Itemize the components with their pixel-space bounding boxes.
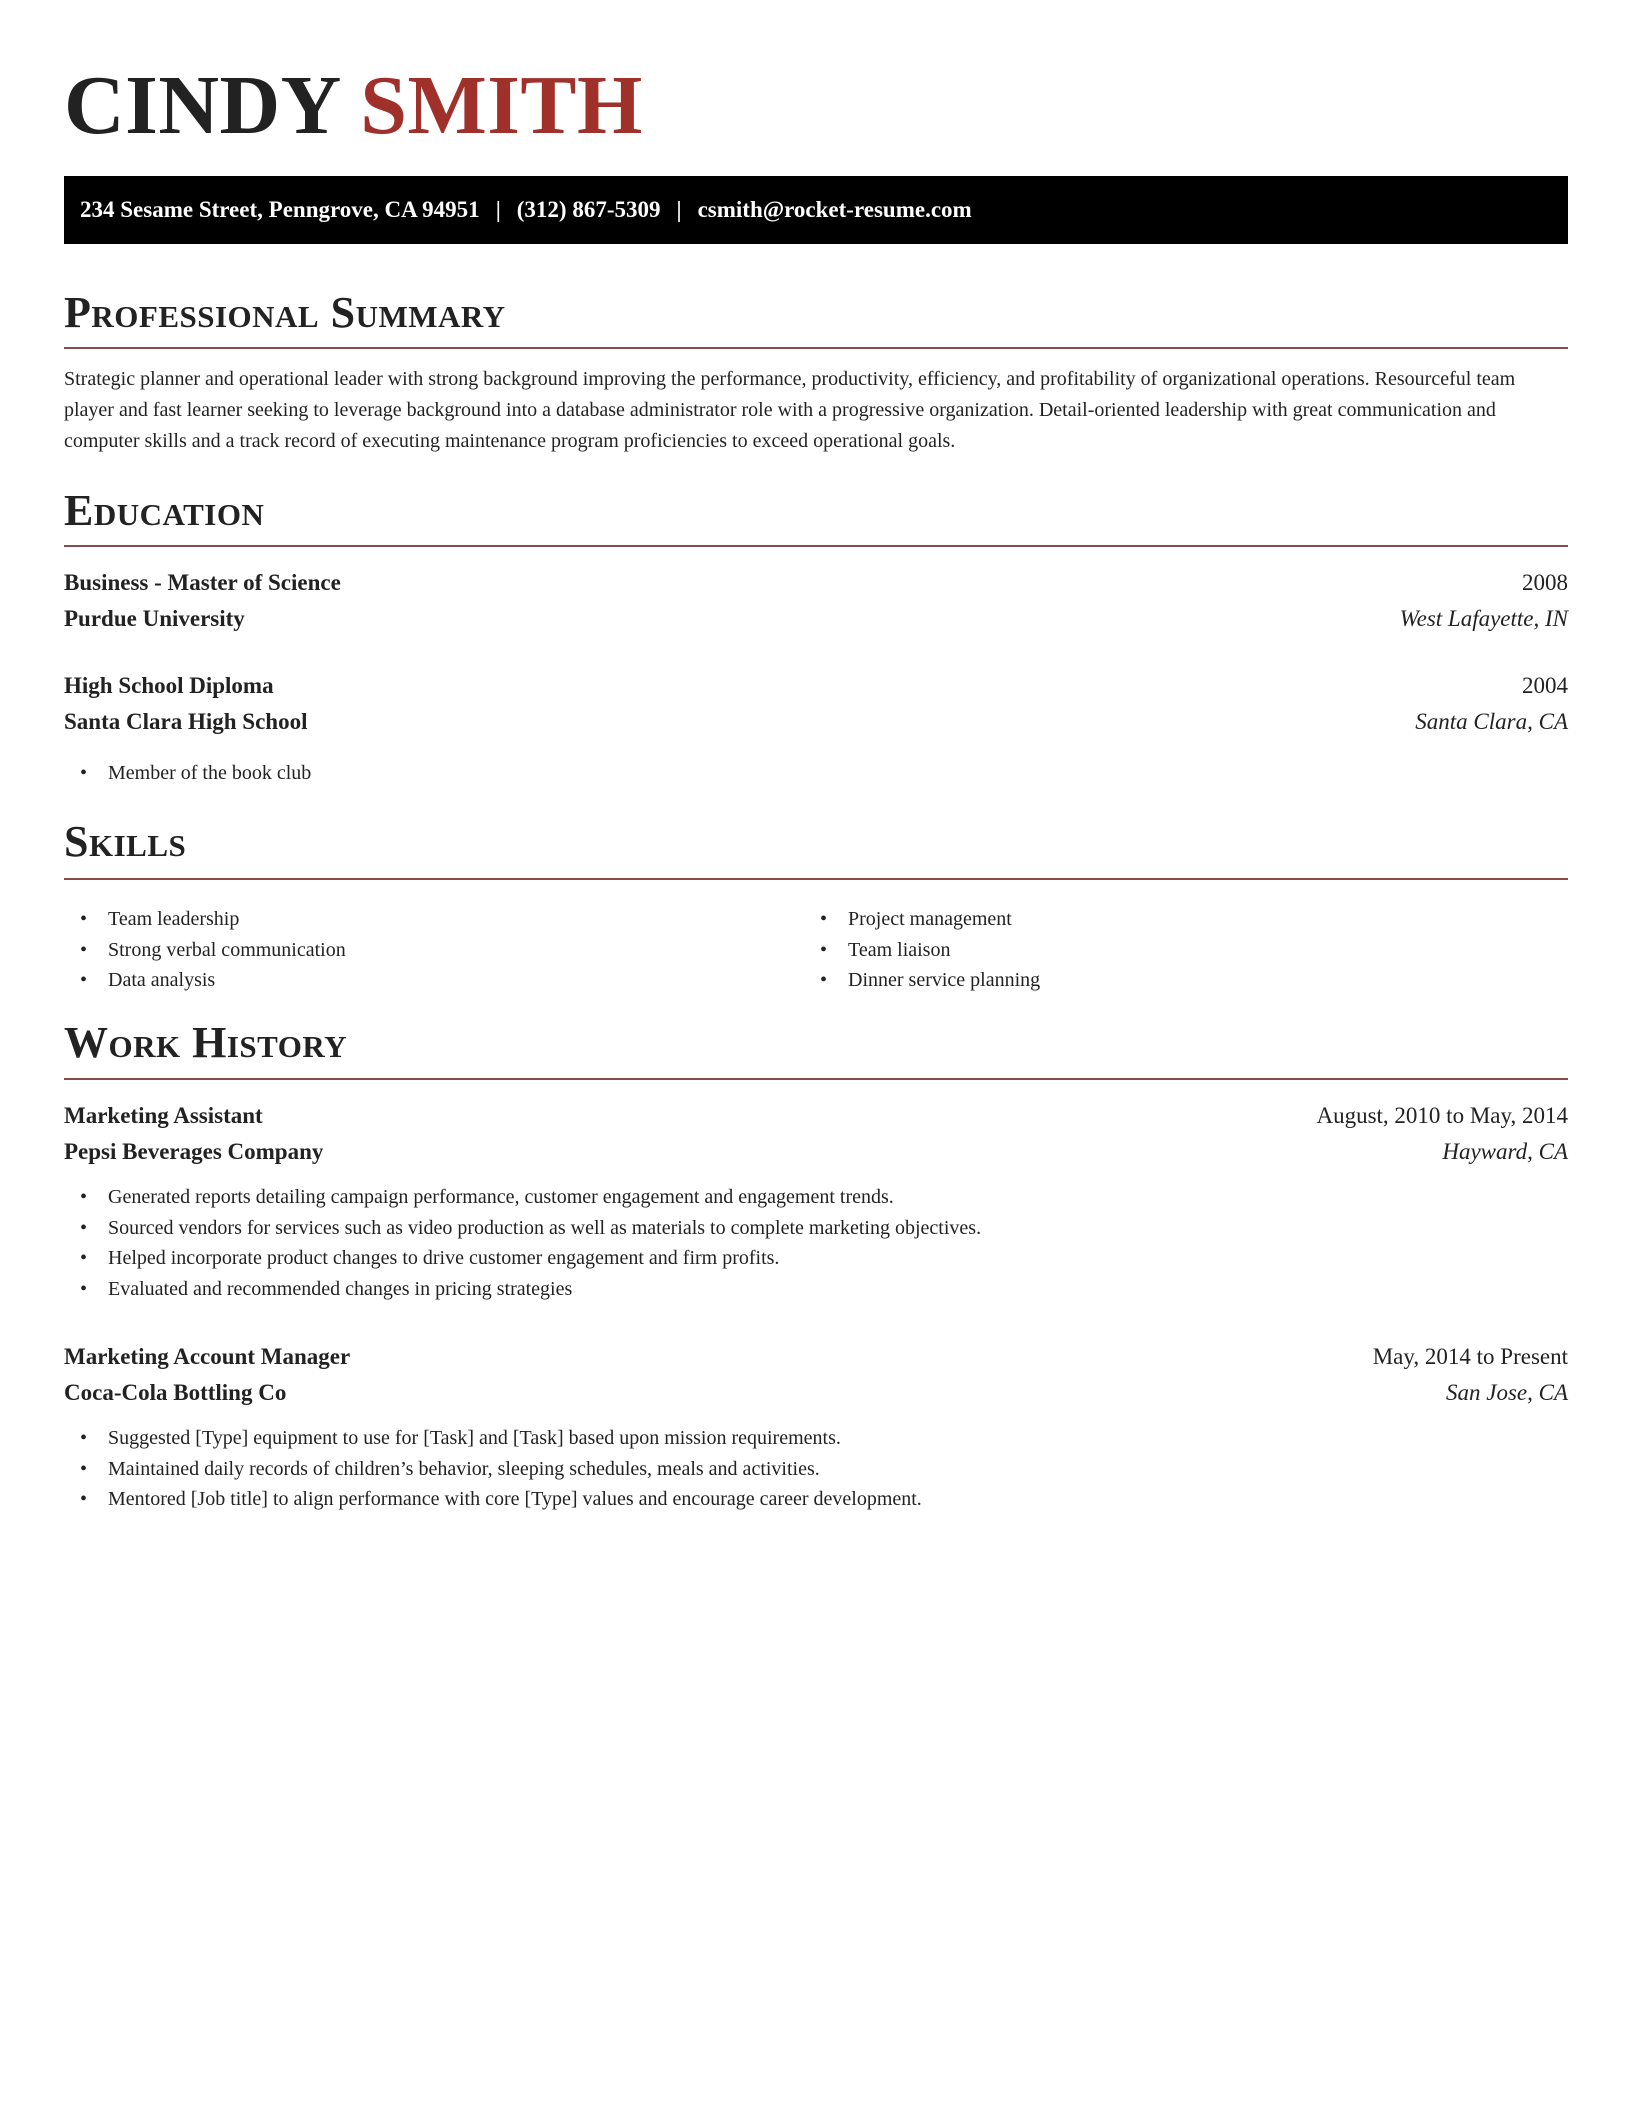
email: csmith@rocket-resume.com [697, 197, 972, 222]
list-item: • Team liaison [820, 938, 951, 961]
list-item: • Project management [820, 908, 1012, 930]
list-item: • Suggested [Type] equipment to use for [Task] and [Task] based upon mission requirements. [80, 1427, 841, 1449]
job-title: Marketing Assistant [64, 1103, 263, 1128]
list-item: • Helped incorporate product changes to drive customer engagement and firm profits. [80, 1247, 780, 1269]
section-title-summary: Professional Summary [64, 288, 506, 337]
job-2-company [64, 1377, 1568, 1409]
job-2-header [64, 1341, 1568, 1373]
school-name: Santa Clara High School [64, 709, 308, 734]
job-1-header [64, 1100, 1568, 1132]
education-entry-1-school [64, 603, 1568, 635]
section-title-education: Education [64, 486, 265, 535]
education-entry-2-header [64, 670, 1568, 702]
phone: (312) 867-5309 [516, 197, 661, 222]
graduation-year: 2008 [1522, 570, 1568, 595]
job-location: San Jose, CA [1445, 1380, 1568, 1405]
contact-separator: | [495, 197, 501, 222]
job-location: Hayward, CA [1442, 1139, 1568, 1164]
skills-list [64, 904, 1568, 996]
skills-column-left [64, 904, 804, 996]
list-item: • Data analysis [80, 969, 216, 991]
job-1-company [64, 1136, 1568, 1168]
job-title: Marketing Account Manager [64, 1344, 351, 1369]
company-name: Coca-Cola Bottling Co [64, 1380, 287, 1405]
section-divider [64, 545, 1568, 547]
last-name: SMITH [360, 59, 643, 152]
school-location: West Lafayette, IN [1399, 606, 1568, 631]
section-title-work-history: Work History [64, 1018, 348, 1067]
section-divider [64, 878, 1568, 880]
section-divider [64, 1078, 1568, 1080]
list-item: • Evaluated and recommended changes in pricing strategies [80, 1277, 573, 1300]
contact-separator: | [676, 197, 682, 222]
contact-bar [64, 176, 1568, 244]
education-entry-1-header [64, 567, 1568, 599]
candidate-name [64, 56, 643, 156]
job-dates: May, 2014 to Present [1372, 1344, 1568, 1369]
summary-text: Strategic planner and operational leader with strong background improving the performance, productivity, efficiency, and profitability of organizational operations. Resourceful team player and fast learner seeking to leverage background into a database administrator role with a progressive organization. Detail-oriented leadership with great communication and computer skills and a track record of executing maintenance program proficiencies to exceed operational goals. [64, 368, 1516, 452]
list-item: • Mentored [Job title] to align performance with core [Type] values and encourage career development. [80, 1488, 922, 1510]
list-item: • Member of the book club [80, 762, 312, 784]
list-item: • Sourced vendors for services such as video production as well as materials to complete marketing objectives. [80, 1216, 982, 1239]
degree: High School Diploma [64, 673, 274, 698]
education-entry-2-school [64, 706, 1568, 738]
job-1-bullets [64, 1182, 981, 1304]
education-entry-2-bullets [64, 758, 311, 789]
address: 234 Sesame Street, Penngrove, CA 94951 [80, 197, 480, 222]
company-name: Pepsi Beverages Company [64, 1139, 324, 1164]
school-location: Santa Clara, CA [1415, 709, 1568, 734]
skills-column-right [804, 904, 1544, 996]
list-item: • Strong verbal communication [80, 938, 346, 961]
list-item: • Generated reports detailing campaign performance, customer engagement and engagement trends. [80, 1186, 894, 1208]
graduation-year: 2004 [1522, 673, 1568, 698]
first-name: CINDY [64, 59, 339, 152]
list-item: • Dinner service planning [820, 969, 1041, 991]
degree: Business - Master of Science [64, 570, 341, 595]
job-dates: August, 2010 to May, 2014 [1316, 1103, 1568, 1128]
section-divider [64, 347, 1568, 349]
list-item: • Team leadership [80, 908, 240, 930]
school-name: Purdue University [64, 606, 245, 631]
job-2-bullets [64, 1423, 922, 1515]
section-title-skills: Skills [64, 817, 187, 866]
list-item: • Maintained daily records of children’s behavior, sleeping schedules, meals and activities. [80, 1457, 820, 1480]
